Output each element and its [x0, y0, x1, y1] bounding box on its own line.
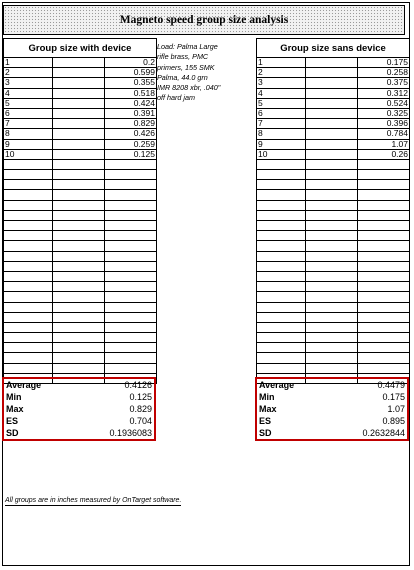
- stat-label: Min: [259, 392, 275, 402]
- group-number-cell: [4, 221, 53, 230]
- group-number-cell: 10: [4, 150, 53, 159]
- group-number-cell: [4, 272, 53, 281]
- table-row: [4, 241, 156, 251]
- group-size-cell: [358, 231, 409, 240]
- group-size-cell: [105, 282, 156, 291]
- table-row: [257, 119, 409, 129]
- group-size-cell: 0.259: [133, 139, 155, 149]
- group-number-cell: 5: [257, 99, 306, 108]
- empty-cell: [306, 262, 358, 271]
- group-number-cell: [4, 190, 53, 199]
- table-row: [257, 68, 409, 78]
- stat-label: Average: [259, 380, 295, 390]
- table-row: [257, 262, 409, 272]
- group-size-cell: [105, 262, 156, 271]
- group-size-cell: 0.391: [133, 108, 155, 118]
- group-number-cell: [257, 201, 306, 210]
- group-number-cell: [257, 241, 306, 250]
- table-row: [4, 89, 156, 99]
- empty-cell: [306, 180, 358, 189]
- group-number-cell: [257, 343, 306, 352]
- group-number-cell: [257, 160, 306, 169]
- table-row: [4, 343, 156, 353]
- group-size-cell: [105, 170, 156, 179]
- group-size-cell: [105, 252, 156, 261]
- table-row: [4, 353, 156, 363]
- empty-cell: [53, 231, 105, 240]
- table-row: [4, 221, 156, 231]
- empty-cell: [53, 150, 105, 159]
- group-size-cell: [105, 180, 156, 189]
- group-size-cell: 0.396: [386, 119, 408, 129]
- group-size-cell: [358, 343, 409, 352]
- group-number-cell: [4, 353, 53, 362]
- table-row: [257, 211, 409, 221]
- table-row: [4, 333, 156, 343]
- stat-value: 0.175: [382, 392, 405, 402]
- group-size-cell: 0.125: [133, 149, 155, 159]
- table-row: [257, 201, 409, 211]
- group-size-cell: [105, 201, 156, 210]
- group-number-cell: 5: [4, 99, 53, 108]
- table-row: [4, 99, 156, 109]
- table-row: [4, 129, 156, 139]
- stat-row: [257, 391, 407, 403]
- table-row: [4, 78, 156, 88]
- table-row: [257, 140, 409, 150]
- group-number-cell: 1: [257, 58, 306, 67]
- group-size-cell: 0.375: [386, 78, 408, 88]
- empty-cell: [306, 333, 358, 342]
- right-table-grid: [256, 58, 410, 384]
- table-row: [4, 190, 156, 200]
- table-row: [257, 170, 409, 180]
- table-row: [4, 364, 156, 374]
- empty-cell: [306, 221, 358, 230]
- stat-row: [257, 379, 407, 391]
- group-size-cell: [105, 231, 156, 240]
- empty-cell: [53, 313, 105, 322]
- group-number-cell: [257, 252, 306, 261]
- group-number-cell: 6: [4, 109, 53, 118]
- empty-cell: [53, 364, 105, 373]
- table-row: [257, 99, 409, 109]
- load-note-line: primers, 155 SMK: [157, 62, 215, 72]
- group-size-cell: [105, 211, 156, 220]
- table-row: [257, 190, 409, 200]
- stat-label: ES: [259, 416, 272, 426]
- left-stats-box: [2, 377, 156, 441]
- group-size-cell: [105, 190, 156, 199]
- group-size-cell: [358, 364, 409, 373]
- empty-cell: [306, 292, 358, 301]
- table-row: [4, 231, 156, 241]
- load-note-line: rifle brass, PMC: [157, 52, 209, 62]
- empty-cell: [53, 170, 105, 179]
- group-size-cell: 0.599: [133, 68, 155, 78]
- table-row: [4, 150, 156, 160]
- table-row: [4, 272, 156, 282]
- stat-row: [4, 427, 154, 439]
- empty-cell: [306, 364, 358, 373]
- empty-cell: [306, 170, 358, 179]
- group-number-cell: [4, 313, 53, 322]
- group-size-cell: 0.784: [386, 129, 408, 139]
- group-number-cell: 7: [257, 119, 306, 128]
- empty-cell: [53, 221, 105, 230]
- group-number-cell: [257, 313, 306, 322]
- stat-value: 0.4126: [124, 380, 152, 390]
- group-number-cell: [257, 323, 306, 332]
- group-number-cell: [4, 343, 53, 352]
- empty-cell: [53, 58, 105, 67]
- group-number-cell: 2: [4, 68, 53, 77]
- left-table: [3, 38, 157, 384]
- right-table: [256, 38, 410, 384]
- empty-cell: [53, 241, 105, 250]
- table-row: [257, 364, 409, 374]
- empty-cell: [306, 252, 358, 261]
- table-row: [257, 292, 409, 302]
- group-number-cell: [4, 241, 53, 250]
- stat-label: SD: [259, 428, 272, 438]
- empty-cell: [53, 262, 105, 271]
- group-number-cell: [257, 221, 306, 230]
- table-row: [4, 323, 156, 333]
- group-number-cell: [4, 282, 53, 291]
- table-row: [4, 211, 156, 221]
- group-size-cell: [358, 262, 409, 271]
- group-size-cell: 0.325: [386, 108, 408, 118]
- group-size-cell: [105, 333, 156, 342]
- table-row: [4, 68, 156, 78]
- table-row: [257, 160, 409, 170]
- table-row: [4, 58, 156, 68]
- table-row: [257, 303, 409, 313]
- sheet-title: Magneto speed group size analysis: [3, 5, 405, 35]
- group-size-cell: 0.524: [386, 98, 408, 108]
- group-number-cell: 4: [4, 89, 53, 98]
- left-table-grid: [3, 58, 157, 384]
- empty-cell: [53, 119, 105, 128]
- group-number-cell: [257, 272, 306, 281]
- stat-value: 1.07: [387, 404, 405, 414]
- group-number-cell: [4, 364, 53, 373]
- empty-cell: [53, 160, 105, 169]
- stat-value: 0.1936083: [109, 428, 152, 438]
- stat-label: ES: [6, 416, 19, 426]
- group-size-cell: [105, 343, 156, 352]
- group-number-cell: 3: [4, 78, 53, 87]
- group-number-cell: [257, 364, 306, 373]
- stat-label: Max: [259, 404, 277, 414]
- stat-value: 0.895: [382, 416, 405, 426]
- table-row: [4, 170, 156, 180]
- table-row: [257, 323, 409, 333]
- empty-cell: [53, 68, 105, 77]
- group-number-cell: [4, 231, 53, 240]
- group-size-cell: 0.2: [143, 58, 155, 67]
- table-row: [4, 160, 156, 170]
- group-size-cell: [358, 353, 409, 362]
- stat-row: [4, 391, 154, 403]
- empty-cell: [306, 343, 358, 352]
- group-number-cell: 9: [257, 140, 306, 149]
- group-size-cell: [105, 303, 156, 312]
- group-size-cell: 0.829: [133, 119, 155, 129]
- table-row: [257, 241, 409, 251]
- table-row: [257, 353, 409, 363]
- table-row: [257, 272, 409, 282]
- table-row: [257, 58, 409, 68]
- group-size-cell: [358, 303, 409, 312]
- group-number-cell: [4, 160, 53, 169]
- group-size-cell: [358, 333, 409, 342]
- empty-cell: [306, 150, 358, 159]
- empty-cell: [306, 272, 358, 281]
- stat-row: [4, 415, 154, 427]
- group-number-cell: [4, 170, 53, 179]
- empty-cell: [306, 78, 358, 87]
- group-size-cell: [358, 282, 409, 291]
- table-row: [4, 252, 156, 262]
- table-row: [257, 180, 409, 190]
- empty-cell: [306, 201, 358, 210]
- table-row: [257, 89, 409, 99]
- empty-cell: [53, 109, 105, 118]
- group-size-cell: 0.26: [391, 149, 408, 159]
- stat-row: [257, 415, 407, 427]
- group-number-cell: 4: [257, 89, 306, 98]
- group-number-cell: 7: [4, 119, 53, 128]
- group-size-cell: [358, 292, 409, 301]
- empty-cell: [53, 272, 105, 281]
- stat-label: Average: [6, 380, 42, 390]
- table-row: [257, 252, 409, 262]
- load-note-line: Load: Palma Large: [157, 42, 218, 51]
- footer-note: [5, 497, 181, 504]
- group-size-cell: [358, 221, 409, 230]
- group-number-cell: [4, 303, 53, 312]
- empty-cell: [306, 99, 358, 108]
- stat-value: 0.4479: [377, 380, 405, 390]
- empty-cell: [53, 99, 105, 108]
- group-size-cell: [105, 323, 156, 332]
- empty-cell: [53, 190, 105, 199]
- table-row: [4, 201, 156, 211]
- group-size-cell: [358, 170, 409, 179]
- group-number-cell: 3: [257, 78, 306, 87]
- group-size-cell: [358, 190, 409, 199]
- group-number-cell: 10: [257, 150, 306, 159]
- group-size-cell: 0.258: [386, 68, 408, 78]
- group-size-cell: [105, 313, 156, 322]
- group-number-cell: 1: [4, 58, 53, 67]
- group-size-cell: 0.312: [386, 88, 408, 98]
- group-number-cell: [4, 323, 53, 332]
- table-row: [4, 282, 156, 292]
- stat-value: 0.704: [129, 416, 152, 426]
- table-row: [4, 292, 156, 302]
- empty-cell: [306, 129, 358, 138]
- empty-cell: [53, 201, 105, 210]
- table-row: [4, 180, 156, 190]
- empty-cell: [306, 211, 358, 220]
- group-number-cell: 6: [257, 109, 306, 118]
- empty-cell: [306, 323, 358, 332]
- empty-cell: [53, 211, 105, 220]
- stat-row: [4, 403, 154, 415]
- load-notes: [157, 42, 257, 104]
- stat-label: Min: [6, 392, 22, 402]
- stat-row: [4, 379, 154, 391]
- empty-cell: [53, 129, 105, 138]
- load-note-line: Palma, 44.0 grn: [157, 72, 208, 82]
- table-row: [4, 313, 156, 323]
- table-row: [4, 109, 156, 119]
- group-size-cell: [358, 201, 409, 210]
- empty-cell: [306, 68, 358, 77]
- stat-value: 0.2632844: [362, 428, 405, 438]
- group-number-cell: [257, 333, 306, 342]
- group-number-cell: [257, 262, 306, 271]
- table-row: [257, 313, 409, 323]
- empty-cell: [306, 109, 358, 118]
- group-number-cell: [257, 211, 306, 220]
- group-number-cell: [4, 180, 53, 189]
- group-number-cell: [4, 211, 53, 220]
- group-size-cell: 0.355: [133, 78, 155, 88]
- group-number-cell: [257, 292, 306, 301]
- group-size-cell: [358, 180, 409, 189]
- group-number-cell: [4, 262, 53, 271]
- right-table-heading: Group size sans device: [256, 38, 410, 58]
- empty-cell: [53, 292, 105, 301]
- empty-cell: [306, 241, 358, 250]
- group-number-cell: 8: [4, 129, 53, 138]
- table-row: [257, 343, 409, 353]
- stat-label: Max: [6, 404, 24, 414]
- group-size-cell: 0.426: [133, 129, 155, 139]
- empty-cell: [306, 190, 358, 199]
- left-table-heading: Group size with device: [3, 38, 157, 58]
- group-size-cell: [105, 292, 156, 301]
- stat-row: [257, 403, 407, 415]
- empty-cell: [53, 252, 105, 261]
- empty-cell: [306, 313, 358, 322]
- group-size-cell: [358, 160, 409, 169]
- empty-cell: [53, 353, 105, 362]
- group-number-cell: [257, 170, 306, 179]
- group-size-cell: [105, 241, 156, 250]
- group-size-cell: [358, 241, 409, 250]
- table-row: [257, 150, 409, 160]
- stat-label: SD: [6, 428, 19, 438]
- group-size-cell: [358, 252, 409, 261]
- group-size-cell: [105, 160, 156, 169]
- stat-value: 0.125: [129, 392, 152, 402]
- empty-cell: [53, 343, 105, 352]
- group-number-cell: [257, 180, 306, 189]
- empty-cell: [53, 333, 105, 342]
- empty-cell: [306, 119, 358, 128]
- empty-cell: [306, 353, 358, 362]
- table-row: [257, 109, 409, 119]
- group-size-cell: 1.07: [391, 139, 408, 149]
- group-size-cell: [358, 323, 409, 332]
- group-number-cell: [257, 190, 306, 199]
- group-size-cell: [105, 364, 156, 373]
- empty-cell: [306, 303, 358, 312]
- table-row: [257, 129, 409, 139]
- table-row: [4, 140, 156, 150]
- footer-text: All groups are in inches measured by OnTarget software.: [5, 497, 182, 504]
- group-number-cell: 8: [257, 129, 306, 138]
- empty-cell: [306, 231, 358, 240]
- group-number-cell: [257, 282, 306, 291]
- group-number-cell: [257, 231, 306, 240]
- empty-cell: [53, 323, 105, 332]
- stat-row: [257, 427, 407, 439]
- group-number-cell: 2: [257, 68, 306, 77]
- group-size-cell: [105, 353, 156, 362]
- group-size-cell: [105, 221, 156, 230]
- group-size-cell: [105, 272, 156, 281]
- table-row: [257, 333, 409, 343]
- group-size-cell: [358, 272, 409, 281]
- empty-cell: [306, 282, 358, 291]
- empty-cell: [53, 282, 105, 291]
- table-row: [4, 119, 156, 129]
- load-note-line: IMR 8208 xbr, .040": [157, 83, 221, 93]
- group-number-cell: [4, 292, 53, 301]
- group-size-cell: [358, 313, 409, 322]
- table-row: [4, 303, 156, 313]
- load-note-line: off hard jam: [157, 93, 195, 103]
- table-row: [257, 221, 409, 231]
- right-stats-box: [255, 377, 409, 441]
- table-row: [257, 231, 409, 241]
- group-size-cell: [358, 211, 409, 220]
- group-number-cell: [257, 303, 306, 312]
- stat-value: 0.829: [129, 404, 152, 414]
- empty-cell: [53, 180, 105, 189]
- group-number-cell: [257, 353, 306, 362]
- table-row: [4, 262, 156, 272]
- empty-cell: [53, 140, 105, 149]
- empty-cell: [306, 58, 358, 67]
- table-row: [257, 282, 409, 292]
- group-number-cell: [4, 201, 53, 210]
- empty-cell: [53, 78, 105, 87]
- group-number-cell: [4, 333, 53, 342]
- empty-cell: [306, 160, 358, 169]
- group-number-cell: [4, 252, 53, 261]
- group-size-cell: 0.424: [133, 98, 155, 108]
- group-number-cell: 9: [4, 140, 53, 149]
- empty-cell: [53, 89, 105, 98]
- empty-cell: [53, 303, 105, 312]
- empty-cell: [306, 89, 358, 98]
- table-row: [257, 78, 409, 88]
- group-size-cell: 0.175: [386, 58, 408, 67]
- empty-cell: [306, 140, 358, 149]
- group-size-cell: 0.518: [133, 88, 155, 98]
